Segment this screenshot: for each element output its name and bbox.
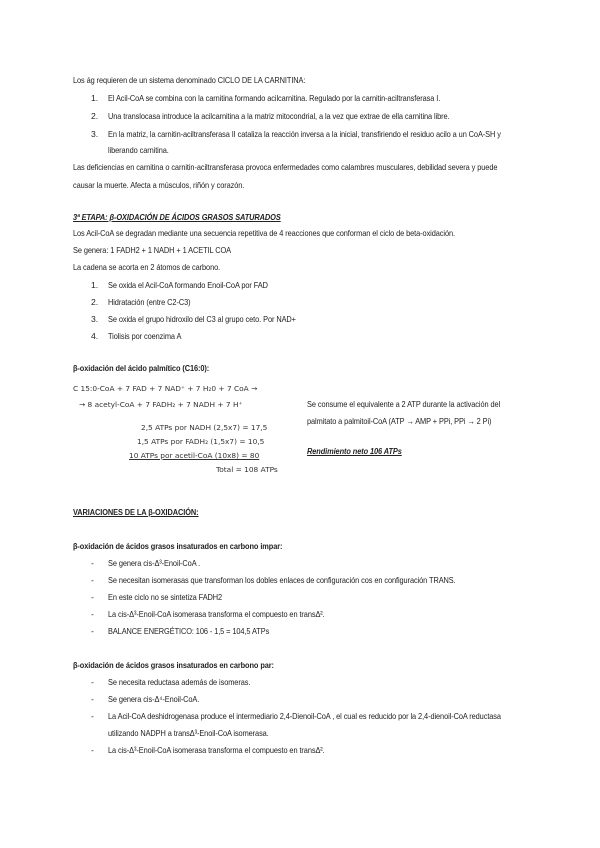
side-note: palmitato a palmitoil-CoA (ATP → AMP + PPi, PPi → 2 Pi) (307, 416, 492, 426)
list-item: Se oxida el grupo hidroxilo del C3 al grupo ceto. Por NAD+ (108, 314, 296, 324)
subsection-heading: β-oxidación de ácidos grasos insaturados en carbono par: (73, 660, 274, 670)
bullet-dash: - (91, 575, 94, 585)
side-note: Se consume el equivalente a 2 ATP durante la activación del (307, 399, 501, 409)
bullet-dash: - (91, 677, 94, 687)
equation-line: → 8 acetyl-CoA + 7 FADH₂ + 7 NADH + 7 H⁺ (79, 400, 243, 409)
list-number: 4. (91, 331, 99, 341)
list-number: 1. (91, 280, 99, 290)
bullet-dash: - (91, 694, 94, 704)
bullet-dash: - (91, 592, 94, 602)
subsection-heading: β-oxidación de ácidos grasos insaturados en carbono impar: (73, 541, 283, 551)
atp-calculation: 2,5 ATPs por NADH (2,5x7) = 17,5 (141, 423, 268, 432)
paragraph: Los Acil-CoA se degradan mediante una secuencia repetitiva de 4 reacciones que conforman el ciclo de beta-oxidación. (73, 228, 455, 238)
bullet-item: Se genera cis-Δ⁴-Enoil-CoA. (108, 694, 200, 704)
bullet-dash: - (91, 609, 94, 619)
list-item: El Acil-CoA se combina con la carnitina formando acilcarnitina. Regulado por la carnitin-aciltransferasa I. (108, 93, 441, 103)
list-number: 3. (91, 314, 99, 324)
bullet-item: BALANCE ENERGÉTICO: 106 - 1,5 = 104,5 ATPs (108, 626, 270, 636)
bullet-dash: - (91, 558, 94, 568)
section-heading: 3ª ETAPA: β-OXIDACIÓN DE ÁCIDOS GRASOS SATURADOS (73, 212, 281, 222)
net-yield: Rendimiento neto 106 ATPs (307, 446, 402, 456)
subsection-heading: β-oxidación del ácido palmítico (C16:0): (73, 363, 210, 373)
bullet-item: En este ciclo no se sintetiza FADH2 (108, 592, 223, 602)
deficiency-text: causar la muerte. Afecta a músculos, riñón y corazón. (73, 180, 245, 190)
deficiency-text: Las deficiencias en carnitina o carnitin-aciltransferasa provoca enfermedades como calambres musculares, debilidad severa y puede (73, 162, 498, 172)
bullet-item: La cis-Δ³-Enoil-CoA isomerasa transforma el compuesto en transΔ². (108, 609, 325, 619)
equation-line: C 15:0-CoA + 7 FAD + 7 NAD⁺ + 7 H₂0 + 7 CoA → (73, 384, 258, 393)
atp-calculation: 10 ATPs por acetil-CoA (10x8) = 80 (129, 451, 260, 460)
paragraph: Se genera: 1 FADH2 + 1 NADH + 1 ACETIL COA (73, 245, 231, 255)
bullet-dash: - (91, 745, 94, 755)
paragraph: La cadena se acorta en 2 átomos de carbono. (73, 262, 221, 272)
bullet-item: Se necesita reductasa además de isomeras. (108, 677, 251, 687)
list-item: Una translocasa introduce la acilcarnitina a la matriz mitocondrial, a la vez que extrae de ella carnitina libre. (108, 111, 450, 121)
list-item-continuation: liberando carnitina. (108, 145, 169, 155)
intro-paragraph: Los ág requieren de un sistema denominado CICLO DE LA CARNITINA: (73, 75, 306, 85)
atp-calculation: 1,5 ATPs por FADH₂ (1,5x7) = 10,5 (137, 437, 265, 446)
bullet-item: Se genera cis-Δ³-Enoil-CoA . (108, 558, 201, 568)
list-item: Hidratación (entre C2-C3) (108, 297, 191, 307)
list-number: 1. (91, 93, 99, 103)
list-number: 2. (91, 297, 99, 307)
list-number: 2. (91, 111, 99, 121)
section-heading: VARIACIONES DE LA β-OXIDACIÓN: (73, 507, 199, 517)
atp-total: Total = 108 ATPs (216, 465, 278, 474)
list-number: 3. (91, 129, 99, 139)
bullet-dash: - (91, 711, 94, 721)
bullet-item: Se necesitan isomerasas que transforman los dobles enlaces de configuración cos en configuración TRANS. (108, 575, 456, 585)
bullet-item: La Acil-CoA deshidrogenasa produce el intermediario 2,4-Dienoil-CoA , el cual es reducido por la 2,4-dienoil-CoA reductasa (108, 711, 501, 721)
list-item: Tiolisis por coenzima A (108, 331, 182, 341)
list-item: Se oxida el Acil-CoA formando Enoil-CoA por FAD (108, 280, 268, 290)
bullet-item-continuation: utilizando NADPH a transΔ³-Enoil-CoA isomerasa. (108, 728, 269, 738)
bullet-item: La cis-Δ³-Enoil-CoA isomerasa transforma el compuesto en transΔ². (108, 745, 325, 755)
bullet-dash: - (91, 626, 94, 636)
list-item: En la matriz, la carnitin-aciltransferasa II cataliza la reacción inversa a la inicial, transfiriendo el residuo acilo a un CoA-SH y (108, 129, 501, 139)
